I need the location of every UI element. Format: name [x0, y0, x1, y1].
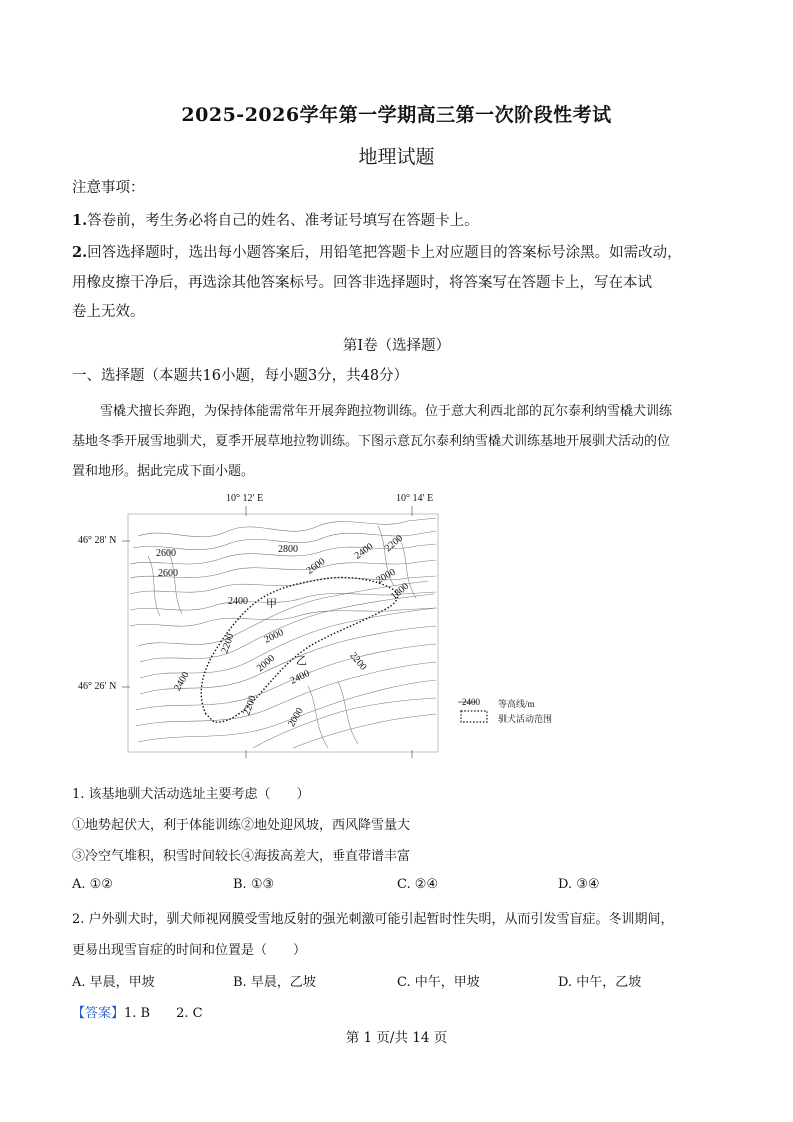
- exam-title: 2025-2026学年第一学期高三第一次阶段性考试: [181, 104, 612, 126]
- contour-label: 2400: [172, 670, 192, 693]
- contour-map-svg: [78, 486, 558, 766]
- question-2-option-b: B. 早晨，乙坡: [233, 975, 316, 990]
- lon-right-label: 10° 14′ E: [396, 493, 434, 504]
- contour-line: [140, 594, 434, 662]
- note-item-1-text: 答卷前，考生务必将自己的姓名、准考证号填写在答题卡上。: [87, 213, 479, 229]
- contour-label: 2600: [304, 556, 328, 577]
- question-1-line3: ③冷空气堆积，积雪时间较长④海拔高差大，垂直带谱丰富: [72, 849, 411, 864]
- question-2-stem: 2. 户外驯犬时，驯犬师视网膜受雪地反射的强光刺激可能引起暂时性失明，从而引发雪盲症。冬训期间，: [72, 912, 674, 927]
- note-item-2-line2: 用橡皮擦干净后，再选涂其他答案标号。回答非选择题时，将答案写在答题卡上，写在本试: [72, 275, 652, 291]
- topographic-map: [78, 486, 558, 766]
- contour-line: [338, 682, 358, 744]
- contour-label: 2000: [262, 627, 286, 646]
- question-2-option-d: D. 中午，乙坡: [558, 975, 642, 990]
- lon-left-label: 10° 12′ E: [226, 493, 264, 504]
- contour-label: 1800: [388, 580, 412, 603]
- answer-text: 1. B 2. C: [124, 1006, 203, 1021]
- question-2-option-a: A. 早晨，甲坡: [72, 975, 155, 990]
- notes-heading: 注意事项：: [72, 180, 145, 196]
- answer-label: 【答案】: [72, 1006, 125, 1021]
- legend-area-label: 驯犬活动范围: [498, 714, 553, 724]
- passage-line-2: 基地冬季开展雪地驯犬，夏季开展草地拉物训练。下图示意瓦尔泰利纳雪橇犬训练基地开展驯犬活动的位: [72, 434, 671, 449]
- question-2-option-c: C. 中午，甲坡: [397, 975, 480, 990]
- question-1-option-c: C. ②④: [397, 877, 439, 892]
- contour-label: 2400: [288, 668, 312, 687]
- slope-a-label: 甲: [266, 598, 277, 610]
- contour-label: 2600: [158, 568, 178, 579]
- lat-bottom-label: 46° 26′ N: [78, 681, 117, 692]
- legend-contour-label: 等高线/m: [498, 699, 535, 709]
- contour-label: 2400: [228, 596, 248, 607]
- note-item-1: [72, 211, 479, 231]
- note-item-1-number: 1.: [72, 212, 88, 229]
- contour-line: [293, 714, 436, 748]
- question-2-line2: 更易出现雪盲症的时间和位置是（ ）: [72, 943, 307, 958]
- note-item-2-line3: 卷上无效。: [72, 304, 145, 320]
- contour-label: 2200: [382, 532, 406, 555]
- contour-label: 2200: [219, 632, 237, 655]
- section-title: 第Ⅰ卷（选择题）: [342, 338, 451, 354]
- answer-line: [72, 1002, 203, 1021]
- page-footer: 第 1 页/共 14 页: [345, 1030, 448, 1046]
- contour-line: [148, 556, 160, 616]
- contour-label: 2400: [352, 541, 376, 562]
- legend-contour-value: 2400: [462, 697, 480, 707]
- note-item-2-line1: 回答选择题时，选出每小题答案后，用铅笔把答题卡上对应题目的答案标号涂黑。如需改动，: [87, 245, 682, 261]
- contour-label: 2000: [374, 566, 398, 587]
- contour-label: 2800: [278, 544, 298, 555]
- subject-title: 地理试题: [358, 146, 435, 168]
- note-item-2: [72, 243, 682, 263]
- legend-area-swatch: [461, 711, 487, 722]
- question-1-option-a: A. ①②: [72, 877, 113, 892]
- note-item-2-number: 2.: [72, 244, 88, 261]
- part-heading: 一、选择题（本题共16小题，每小题3分，共48分）: [72, 368, 409, 384]
- question-1-option-b: B. ①③: [233, 877, 275, 892]
- question-1-stem: 1. 该基地驯犬活动选址主要考虑（ ）: [72, 787, 310, 802]
- lat-top-label: 46° 28′ N: [78, 535, 117, 546]
- contour-line: [168, 550, 182, 614]
- contour-label: 2600: [156, 548, 176, 559]
- passage-line-1: 雪橇犬擅长奔跑，为保持体能需常年开展奔跑拉物训练。位于意大利西北部的瓦尔泰利纳雪橇犬训练: [100, 404, 673, 419]
- contour-label: 2000: [286, 706, 306, 729]
- contour-label: 2000: [254, 652, 278, 675]
- question-1-line2: ①地势起伏大，利于体能训练②地处迎风坡，西风降雪量大: [72, 818, 411, 833]
- contour-label: 2200: [241, 694, 259, 717]
- contour-line: [138, 518, 436, 537]
- question-1-option-d: D. ③④: [558, 877, 600, 892]
- contour-line: [130, 608, 436, 626]
- passage-line-3: 置和地形。据此完成下面小题。: [72, 464, 255, 479]
- contour-label: 2200: [347, 650, 369, 673]
- slope-b-label: 乙: [296, 655, 307, 667]
